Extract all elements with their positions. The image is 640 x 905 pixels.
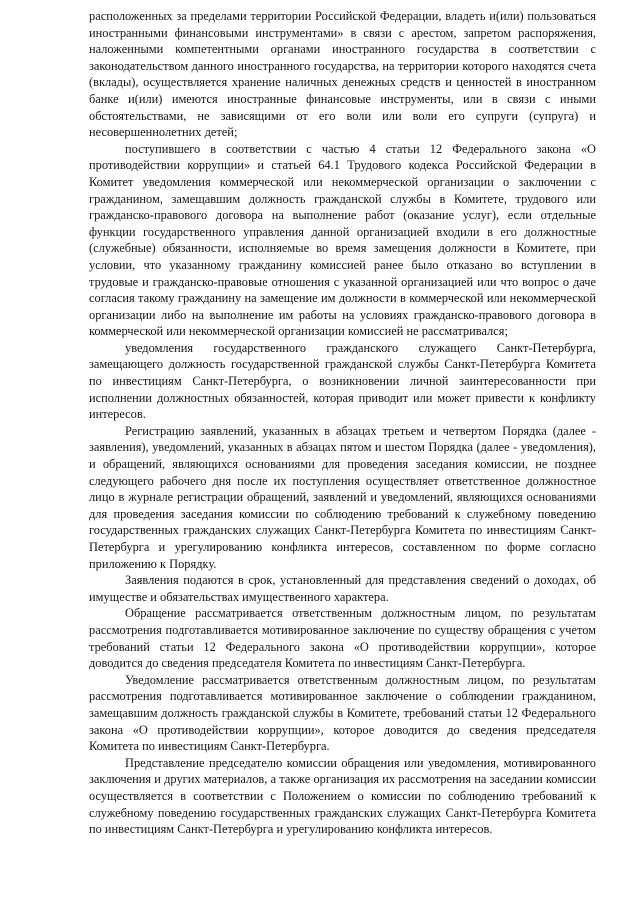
- document-page: [89, 8, 596, 838]
- paragraph-commission-submission: Представление председателю комиссии обращения или уведомления, мотивированного заключения и других материалов, а также организация их рассмотрения на заседании комиссии осуществляется в соответствии с Положением о комиссии по соблюдению требований к служебному поведению государственных гражданских служащих Санкт-Петербурга Комитета по инвестициям Санкт-Петербурга и урегулированию конфликта интересов.: [89, 755, 596, 837]
- paragraph-registration: Регистрацию заявлений, указанных в абзацах третьем и четвертом Порядка (далее - заявления), уведомлений, указанных в абзацах пятом и шестом Порядка (далее - уведомления), и обращений, являющихся основаниями для проведения заседания комиссии, не позднее следующего рабочего дня после их поступления осуществляет ответственное должностное лицо в журнале регистрации обращений, заявлений и уведомлений, являющихся основаниями для проведения заседания комиссии по соблюдению требований к служебному поведению государственных гражданских служащих Санкт-Петербурга Комитета по инвестициям Санкт-Петербурга и урегулированию конфликта интересов, составленном по форме согласно приложению к Порядку.: [89, 423, 596, 571]
- paragraph-appeal-review: Обращение рассматривается ответственным должностным лицом, по результатам рассмотрения подготавливается мотивированное заключение по существу обращения с учетом требований статьи 12 Федерального закона «О противодействии коррупции», которое доводится до сведения председателя Комитета по инвестициям Санкт-Петербурга.: [89, 606, 596, 671]
- paragraph-organization-notice: поступившего в соответствии с частью 4 статьи 12 Федерального закона «О противодействии коррупции» и статьей 64.1 Трудового кодекса Российской Федерации в Комитет уведомления коммерческой или некоммерческой организации о заключении с гражданином, замещавшим должность гражданской службы в Комитете, трудового или гражданско-правового договора на выполнение работ (оказание услуг), если отдельные функции государственного управления данной организацией входили в его должностные (служебные) обязанности, исполняемые во время замещения должности в Комитете, при условии, что указанному гражданину комиссией ранее было отказано во вступлении в трудовые и гражданско-правовые отношения с указанной организацией или что вопрос о даче согласия такому гражданину на замещение им должности в коммерческой или некоммерческой организации либо на выполнение им работы на условиях гражданско-правового договора в коммерческой или некоммерческой организации комиссией не рассматривался;: [89, 141, 596, 339]
- paragraph-foreign-assets-continuation: расположенных за пределами территории Российской Федерации, владеть и(или) пользоваться иностранными финансовыми инструментами» в связи с арестом, запретом распоряжения, наложенными компетентными органами иностранного государства в соответствии с законодательством данного иностранного государства, на территории которого находятся счета (вклады), осуществляется хранение наличных денежных средств и ценностей в иностранном банке и(или) имеются иностранные финансовые инструменты, или в связи с иными обстоятельствами, не зависящими от его воли или воли его супруги (супруга) и несовершеннолетних детей;: [89, 9, 596, 140]
- paragraph-application-deadline: Заявления подаются в срок, установленный для представления сведений о доходах, об имуществе и обязательствах имущественного характера.: [89, 573, 596, 604]
- paragraph-conflict-notice: уведомления государственного гражданского служащего Санкт-Петербурга, замещающего должность государственной гражданской службы Санкт-Петербурга Комитета по инвестициям Санкт-Петербурга, о возникновении личной заинтересованности при исполнении должностных обязанностей, которая приводит или может привести к конфликту интересов.: [89, 340, 596, 422]
- paragraph-notice-review: Уведомление рассматривается ответственным должностным лицом, по результатам рассмотрения подготавливается мотивированное заключение о соблюдении гражданином, замещавшим должность гражданской службы в Комитете, требований статьи 12 Федерального закона «О противодействии коррупции», которое доводится до сведения председателя Комитета по инвестициям Санкт-Петербурга.: [89, 672, 596, 754]
